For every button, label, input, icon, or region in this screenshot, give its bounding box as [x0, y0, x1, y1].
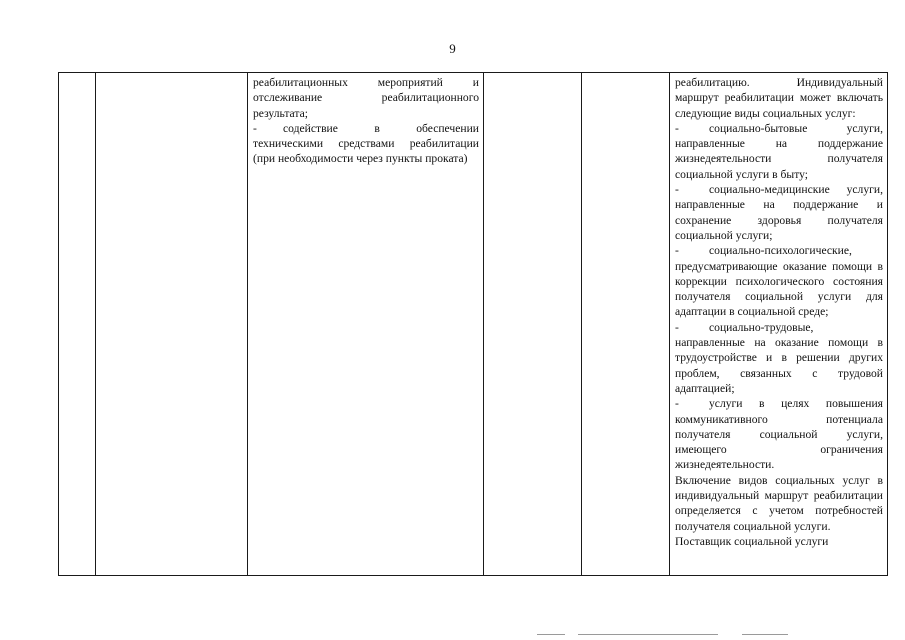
col6-text	[670, 73, 887, 549]
col3-text	[248, 73, 483, 167]
list-item	[675, 243, 883, 319]
col3-line1: реабилитационных мероприятий и отслеживание реабилитационного результата;	[253, 76, 479, 120]
table-row	[59, 73, 888, 576]
col3-list-item	[253, 121, 479, 167]
list-dash: -	[675, 183, 679, 197]
scan-artifact-line	[537, 634, 565, 635]
table-cell-col6	[670, 73, 888, 576]
list-item-text: социально-медицинские услуги, направленные на поддержание и сохранение здоровья получателя социальной услуги;	[675, 183, 883, 242]
col6-intro: реабилитацию. Индивидуальный маршрут реабилитации может включать следующие виды социальных услуг:	[675, 76, 883, 120]
page-number: 9	[449, 41, 456, 56]
table-cell-col4	[484, 73, 582, 576]
scan-artifact-line	[578, 634, 718, 635]
table-cell-col1	[59, 73, 96, 576]
list-dash: -	[675, 397, 679, 411]
list-dash: -	[675, 121, 679, 135]
list-item	[675, 121, 883, 182]
list-item-text: социально-бытовые услуги, направленные на поддержание жизнедеятельности получателя социальной услуги в быту;	[675, 121, 883, 181]
col3-item-text: содействие в обеспечении техническими средствами реабилитации (при необходимости через пункты проката)	[253, 121, 479, 166]
table-cell-col3	[248, 73, 484, 576]
list-item-text: услуги в целях повышения коммуникативного потенциала получателя социальной услуги, имеющего ограничения жизнедеятельности.	[675, 397, 883, 472]
list-dash: -	[253, 121, 257, 135]
list-item-text: социально-трудовые, направленные на оказание помощи в трудоустройстве и в решении других проблем, связанных с трудовой адаптацией;	[675, 320, 883, 395]
list-dash: -	[675, 320, 679, 334]
list-item	[675, 320, 883, 396]
table-cell-col5	[582, 73, 670, 576]
col6-paragraph-3: Поставщик социальной услуги	[675, 534, 829, 548]
scan-artifact-line	[742, 634, 788, 635]
list-item	[675, 396, 883, 472]
table-cell-col2	[96, 73, 248, 576]
list-item	[675, 182, 883, 243]
list-dash: -	[675, 244, 679, 258]
services-table	[58, 72, 888, 576]
col6-paragraph-2: Включение видов социальных услуг в индивидуальный маршрут реабилитации определяется с учетом потребностей получателя социальной услуги.	[675, 473, 883, 533]
list-item-text: социально-психологические, предусматривающие оказание помощи в коррекции психологического состояния получателя социальной услуги для адаптации в социальной среде;	[675, 244, 883, 319]
